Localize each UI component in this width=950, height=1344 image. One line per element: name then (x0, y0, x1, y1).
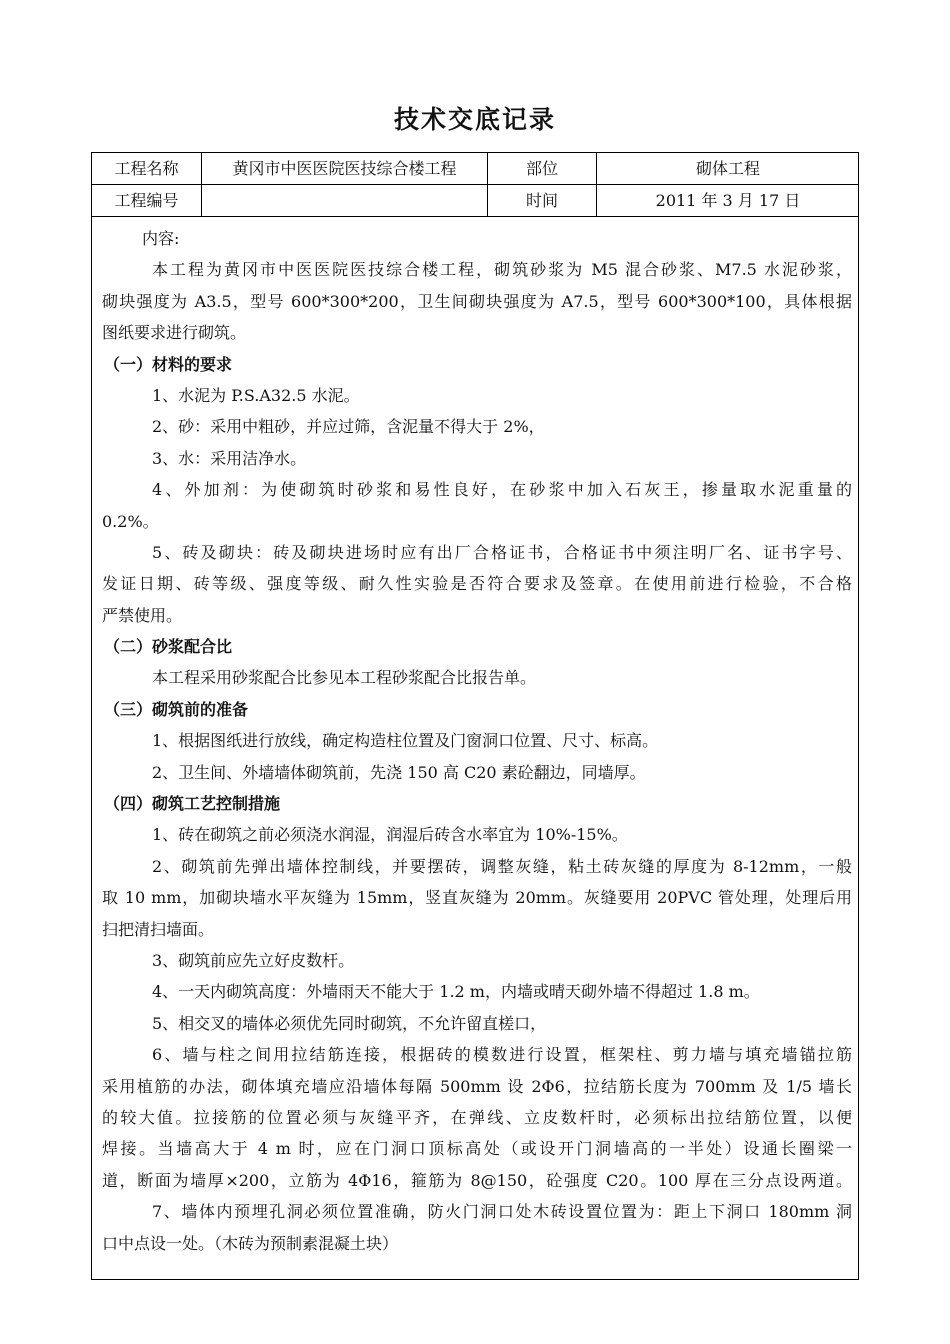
header-row-2 (92, 185, 858, 217)
part-label: 部位 (488, 153, 597, 184)
intro-line: 本工程为黄冈市中医医院医技综合楼工程，砌筑砂浆为 M5 混合砂浆、M7.5 水泥砂浆， (152, 260, 852, 280)
section-title: （三）砌筑前的准备 (104, 699, 249, 719)
section-line: 7、墙体内预埋孔洞必须位置准确，防火门洞口处木砖设置位置为：距上下洞口 180mm 洞 (152, 1202, 852, 1222)
intro-line: 砌块强度为 A3.5，型号 600*300*200，卫生间砌块强度为 A7.5，型号 600*300*100，具体根据 (102, 291, 852, 311)
section-line: 4、外加剂：为使砌筑时砂浆和易性良好，在砂浆中加入石灰王，掺量取水泥重量的 (152, 480, 852, 500)
document-title: 技术交底记录 (393, 105, 556, 134)
project-no-label: 工程编号 (92, 185, 202, 216)
section-title: （四）砌筑工艺控制措施 (104, 794, 281, 814)
section-line: 道，断面为墙厚×200，立筋为 4Φ16，箍筋为 8@150，砼强度 C20。100 厚在三分点设两道。 (102, 1170, 852, 1190)
section-line: 2、砌筑前先弹出墙体控制线，并要摆砖，调整灰缝，粘土砖灰缝的厚度为 8-12mm，一般 (152, 856, 852, 876)
time-value: 2011 年 3 月 17 日 (655, 191, 801, 210)
section-line: 6、墙与柱之间用拉结筋连接，根据砖的模数进行设置，框架柱、剪力墙与填充墙锚拉筋 (152, 1045, 852, 1065)
section-line: 发证日期、砖等级、强度等级、耐久性实验是否符合要求及签章。在使用前进行检验，不合格 (102, 574, 852, 594)
section-line: 焊接。当墙高大于 4 m 时，应在门洞口顶标高处（或设开门洞墙高的一半处）设通长圈梁一 (102, 1139, 852, 1159)
section-line: 1、砖在砌筑之前必须浇水润湿，润湿后砖含水率宜为 10%-15%。 (152, 825, 628, 845)
section-line: 严禁使用。 (102, 605, 183, 625)
section-line: 2、卫生间、外墙墙体砌筑前，先浇 150 高 C20 素砼翻边，同墙厚。 (152, 762, 646, 782)
content-body (102, 223, 852, 1259)
section-line: 5、砖及砌块：砖及砌块进场时应有出厂合格证书，合格证书中须注明厂名、证书字号、 (152, 542, 852, 562)
project-no-value (202, 185, 488, 216)
section-line: 本工程采用砂浆配合比参见本工程砂浆配合比报告单。 (152, 668, 537, 688)
section-line: 3、水：采用洁净水。 (152, 448, 307, 468)
part-value: 砌体工程 (695, 159, 760, 178)
section-line: 1、水泥为 P.S.A32.5 水泥。 (152, 385, 360, 405)
intro-line: 图纸要求进行砌筑。 (102, 323, 247, 343)
project-name-value: 黄冈市中医医院医技综合楼工程 (202, 153, 488, 184)
section-line: 取 10 mm，加砌块墙水平灰缝为 15mm，竖直灰缝为 20mm。灰缝要用 20PVC 管处理，处理后用 (102, 888, 852, 908)
record-sheet (91, 152, 859, 1280)
section-line: 采用植筋的办法，砌体填充墙应沿墙体每隔 500mm 设 2Φ6，拉结筋长度为 700mm 及 1/5 墙长 (102, 1076, 852, 1096)
time-label: 时间 (488, 185, 597, 216)
section-line: 2、砂：采用中粗砂，并应过筛，含泥量不得大于 2%， (152, 417, 545, 437)
section-line: 5、相交叉的墙体必须优先同时砌筑，不允许留直槎口， (152, 1013, 547, 1033)
section-line: 扫把清扫墙面。 (102, 919, 215, 939)
section-line: 3、砌筑前应先立好皮数杆。 (152, 950, 355, 970)
section-line: 口中点设一处。（木砖为预制素混凝土块） (102, 1233, 399, 1253)
section-line: 1、根据图纸进行放线，确定构造柱位置及门窗洞口位置、尺寸、标高。 (152, 731, 659, 751)
section-title: （二）砂浆配合比 (104, 637, 233, 657)
project-name-label: 工程名称 (92, 153, 202, 184)
content-label: 内容: (142, 229, 180, 248)
header-row-1 (92, 153, 858, 185)
section-line: 的较大值。拉接筋的位置必须与灰缝平齐，在弹线、立皮数杆时，必须标出拉结筋位置，以便 (102, 1107, 852, 1127)
section-line: 0.2%。 (102, 511, 159, 531)
section-line: 4、一天内砌筑高度：外墙雨天不能大于 1.2 m，内墙或晴天砌外墙不得超过 1.8 m。 (152, 982, 760, 1002)
section-title: （一）材料的要求 (104, 354, 233, 374)
